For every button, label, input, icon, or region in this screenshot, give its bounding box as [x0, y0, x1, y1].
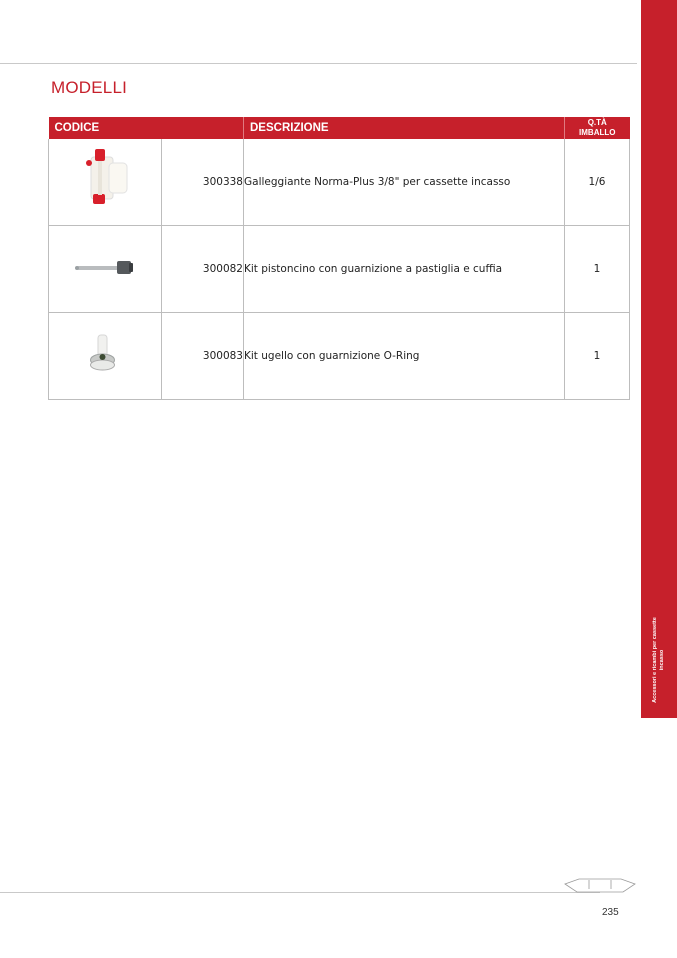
side-chapter-label	[652, 610, 666, 710]
header-description: DESCRIZIONE	[244, 117, 565, 139]
product-code: 300082	[162, 226, 244, 313]
models-table	[48, 117, 630, 400]
side-label-line2: incasso	[659, 649, 665, 671]
product-image-cell	[49, 313, 162, 400]
float-valve-icon	[49, 139, 161, 222]
product-description: Kit ugello con guarnizione O-Ring	[244, 313, 565, 400]
section-title: MODELLI	[51, 78, 128, 97]
table-row	[49, 226, 630, 313]
table-header-row	[49, 117, 630, 139]
product-description: Kit pistoncino con guarnizione a pastiglia e cuffia	[244, 226, 565, 313]
header-code: CODICE	[49, 117, 244, 139]
product-description: Galleggiante Norma-Plus 3/8" per cassette incasso	[244, 139, 565, 226]
table-row	[49, 139, 630, 226]
header-qty-line2: IMBALLO	[579, 128, 616, 137]
page-number: 235	[602, 907, 619, 918]
header-qty	[565, 117, 630, 139]
page-ornament-icon	[563, 876, 637, 896]
product-image-cell	[49, 139, 162, 226]
product-qty: 1	[565, 313, 630, 400]
product-qty: 1/6	[565, 139, 630, 226]
table-row	[49, 313, 630, 400]
product-image-cell	[49, 226, 162, 313]
product-qty: 1	[565, 226, 630, 313]
nozzle-kit-icon	[49, 313, 161, 396]
product-code: 300083	[162, 313, 244, 400]
bottom-divider	[0, 892, 600, 893]
side-label-line1: Accessori e ricambi per cassette	[652, 617, 658, 703]
header-qty-line1: Q.TÀ	[587, 118, 607, 127]
piston-kit-icon	[49, 226, 161, 309]
top-divider	[0, 63, 637, 64]
product-code: 300338	[162, 139, 244, 226]
